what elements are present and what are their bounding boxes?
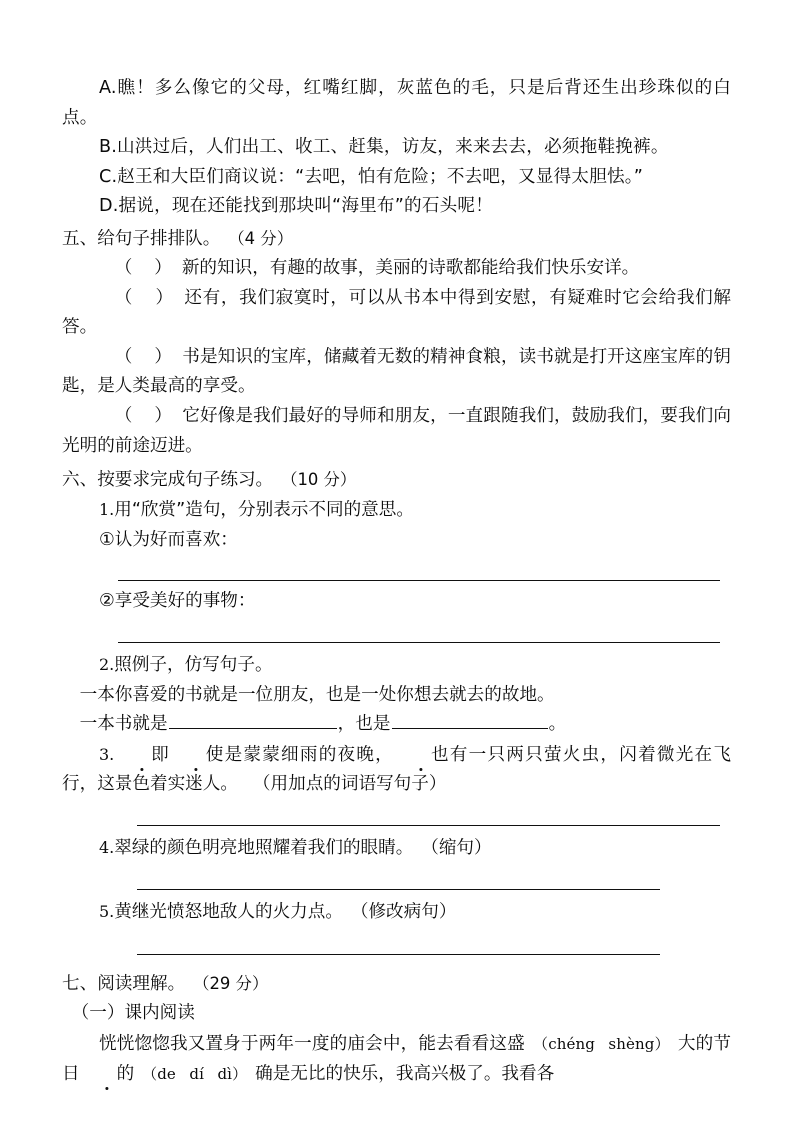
pinyin-2-option-b[interactable]: dí <box>189 1064 204 1083</box>
question-2-example: 一本你喜爱的书就是一位朋友，也是一处你想去就去的故地。 <box>79 684 555 705</box>
section-seven-number: 七、 <box>62 974 98 995</box>
reading-part-one-label: （一）课内阅读 <box>71 1003 195 1024</box>
ordering-blank[interactable]: （ ） <box>114 257 174 278</box>
pinyin-2-option-c[interactable]: dì <box>217 1064 233 1083</box>
ordering-blank[interactable]: （ ） <box>114 405 175 426</box>
answer-rule-q3[interactable] <box>137 825 720 826</box>
question-5-number: 5. <box>98 902 115 922</box>
choice-option-c-label: C. <box>98 166 118 187</box>
choice-option-d-body: 据说，现在还能找到那块叫“海里布”的石头呢！ <box>118 196 494 217</box>
answer-rule-q1-sub2[interactable] <box>118 642 720 643</box>
question-2 <box>62 650 731 681</box>
section-seven-points: （29 分） <box>193 974 269 994</box>
section-seven <box>62 969 731 1089</box>
question-1 <box>62 495 731 526</box>
section-five-number: 五、 <box>62 228 98 249</box>
section-six-heading <box>62 465 731 495</box>
section-six <box>62 465 731 955</box>
section-five-title: 给句子排排队。 <box>97 228 221 249</box>
pinyin-1-option-a[interactable]: chéng <box>548 1034 595 1053</box>
question-5 <box>62 897 731 928</box>
question-3-number: 3. <box>98 744 115 764</box>
reading-passage <box>62 1029 731 1089</box>
question-2-blank-1[interactable] <box>169 710 337 729</box>
ordering-item[interactable] <box>62 284 731 343</box>
question-2-prefix: 一本书就是 <box>79 714 168 735</box>
choice-option-d <box>62 192 731 222</box>
section-five-heading <box>62 224 731 254</box>
question-2-fill-line <box>62 710 731 740</box>
section-six-points: （10 分） <box>281 470 357 490</box>
question-3-text-d: 有一只两只萤火虫，闪着微光在飞行，这景色着实迷人。 <box>62 744 731 795</box>
question-1-sub-1 <box>62 526 731 556</box>
choice-option-c-body: 赵王和大臣们商议说：“去吧，怕有危险；不去吧，又显得太胆怯。” <box>117 166 644 187</box>
question-3-emphasis-1: 即 使 <box>114 745 223 765</box>
question-1-sub-2-text: 享受美好的事物： <box>114 591 256 612</box>
question-4 <box>62 833 731 864</box>
choice-option-c <box>62 163 731 193</box>
section-seven-title: 阅读理解。 <box>97 974 186 995</box>
answer-rule-q4[interactable] <box>137 889 660 890</box>
ordering-blank[interactable]: （ ） <box>114 287 176 308</box>
question-1-number: 1. <box>98 500 115 520</box>
choice-option-b-body: 山洪过后，人们出工、收工、赶集，访友，来来去去，必须拖鞋挽裤。 <box>117 137 669 158</box>
question-3 <box>62 740 731 800</box>
question-5-instruction: （修改病句） <box>350 902 457 923</box>
choice-option-a-text: A. <box>98 78 117 98</box>
passage-segment-3: 确是无比的快乐，我高兴极了。我看各 <box>255 1063 555 1084</box>
ordering-item-text: 书是知识的宝库，储藏着无数的精神食粮，读书就是打开这座宝库的钥匙，是人类最高的享受。 <box>62 346 731 397</box>
question-1-sub-1-marker: ① <box>98 529 115 550</box>
choice-list <box>62 74 731 222</box>
pinyin-2-open: （ <box>142 1064 158 1083</box>
ordering-item-text: 它好像是我们最好的导师和朋友，一直跟随我们，鼓励我们，要我们向光明的前途迈进。 <box>62 405 731 456</box>
ordering-item[interactable] <box>62 343 731 402</box>
question-2-middle: ，也是 <box>337 714 391 735</box>
question-1-sub-2 <box>62 587 731 617</box>
answer-rule-q1-sub1[interactable] <box>118 580 720 581</box>
pinyin-1-option-b[interactable]: shèng <box>608 1034 655 1053</box>
ordering-item-text: 还有，我们寂寞时，可以从书本中得到安慰，有疑难时它会给我们解答。 <box>62 287 731 338</box>
question-5-text: 黄继光愤怒地敌人的火力点。 <box>114 902 343 923</box>
section-five-points: （4 分） <box>228 228 294 248</box>
choice-option-b <box>62 133 731 163</box>
section-five <box>62 224 731 461</box>
pinyin-1-open: （ <box>532 1034 549 1053</box>
section-seven-heading <box>62 969 731 999</box>
passage-segment-2-a: 大的节日 <box>62 1033 731 1084</box>
pinyin-1-close: ） <box>654 1034 670 1053</box>
question-3-instruction: （用加点的词语写句子） <box>252 774 447 795</box>
ordering-item-text: 新的知识，有趣的故事，美丽的诗歌都能给我们快乐安详。 <box>181 257 640 278</box>
section-six-title: 按要求完成句子练习。 <box>97 470 274 491</box>
ordering-blank[interactable]: （ ） <box>114 346 175 367</box>
question-1-prompt: 用“欣赏”造句，分别表示不同的意思。 <box>114 500 414 521</box>
question-2-suffix: 。 <box>548 714 567 735</box>
question-2-blank-2[interactable] <box>392 710 548 729</box>
question-4-number: 4. <box>98 837 115 857</box>
section-six-number: 六、 <box>62 470 98 491</box>
pinyin-2-option-a[interactable]: de <box>157 1064 176 1083</box>
choice-option-d-label: D. <box>98 196 119 217</box>
question-4-instruction: （缩句） <box>421 837 492 858</box>
passage-emphasis-de: 的 <box>80 1059 135 1089</box>
question-2-number: 2. <box>98 654 115 674</box>
choice-option-b-label: B. <box>98 137 118 158</box>
choice-option-a <box>62 74 731 133</box>
question-2-prompt: 照例子，仿写句子。 <box>114 654 273 675</box>
pinyin-2-close: ） <box>232 1064 248 1083</box>
pinyin-choice-2[interactable] <box>142 1065 247 1083</box>
question-3-text-b: 是蒙蒙细雨的夜晚， <box>223 744 395 765</box>
ordering-item[interactable] <box>62 402 731 461</box>
passage-segment-1: 恍恍惚惚我又置身于两年一度的庙会中，能去看看这盛 <box>98 1033 525 1054</box>
ordering-item[interactable] <box>62 254 731 284</box>
question-4-text: 翠绿的颜色明亮地照耀着我们的眼睛。 <box>114 837 414 858</box>
question-1-sub-2-marker: ② <box>98 591 115 612</box>
question-1-sub-1-text: 认为好而喜欢： <box>114 529 238 550</box>
answer-rule-q5[interactable] <box>137 954 660 955</box>
choice-option-a-body: 瞧！多么像它的父母，红嘴红脚，灰蓝色的毛，只是后背还生出珍珠似的白点。 <box>62 78 731 128</box>
question-3-emphasis-2: 也 <box>394 741 449 771</box>
pinyin-choice-1[interactable] <box>533 1035 670 1053</box>
